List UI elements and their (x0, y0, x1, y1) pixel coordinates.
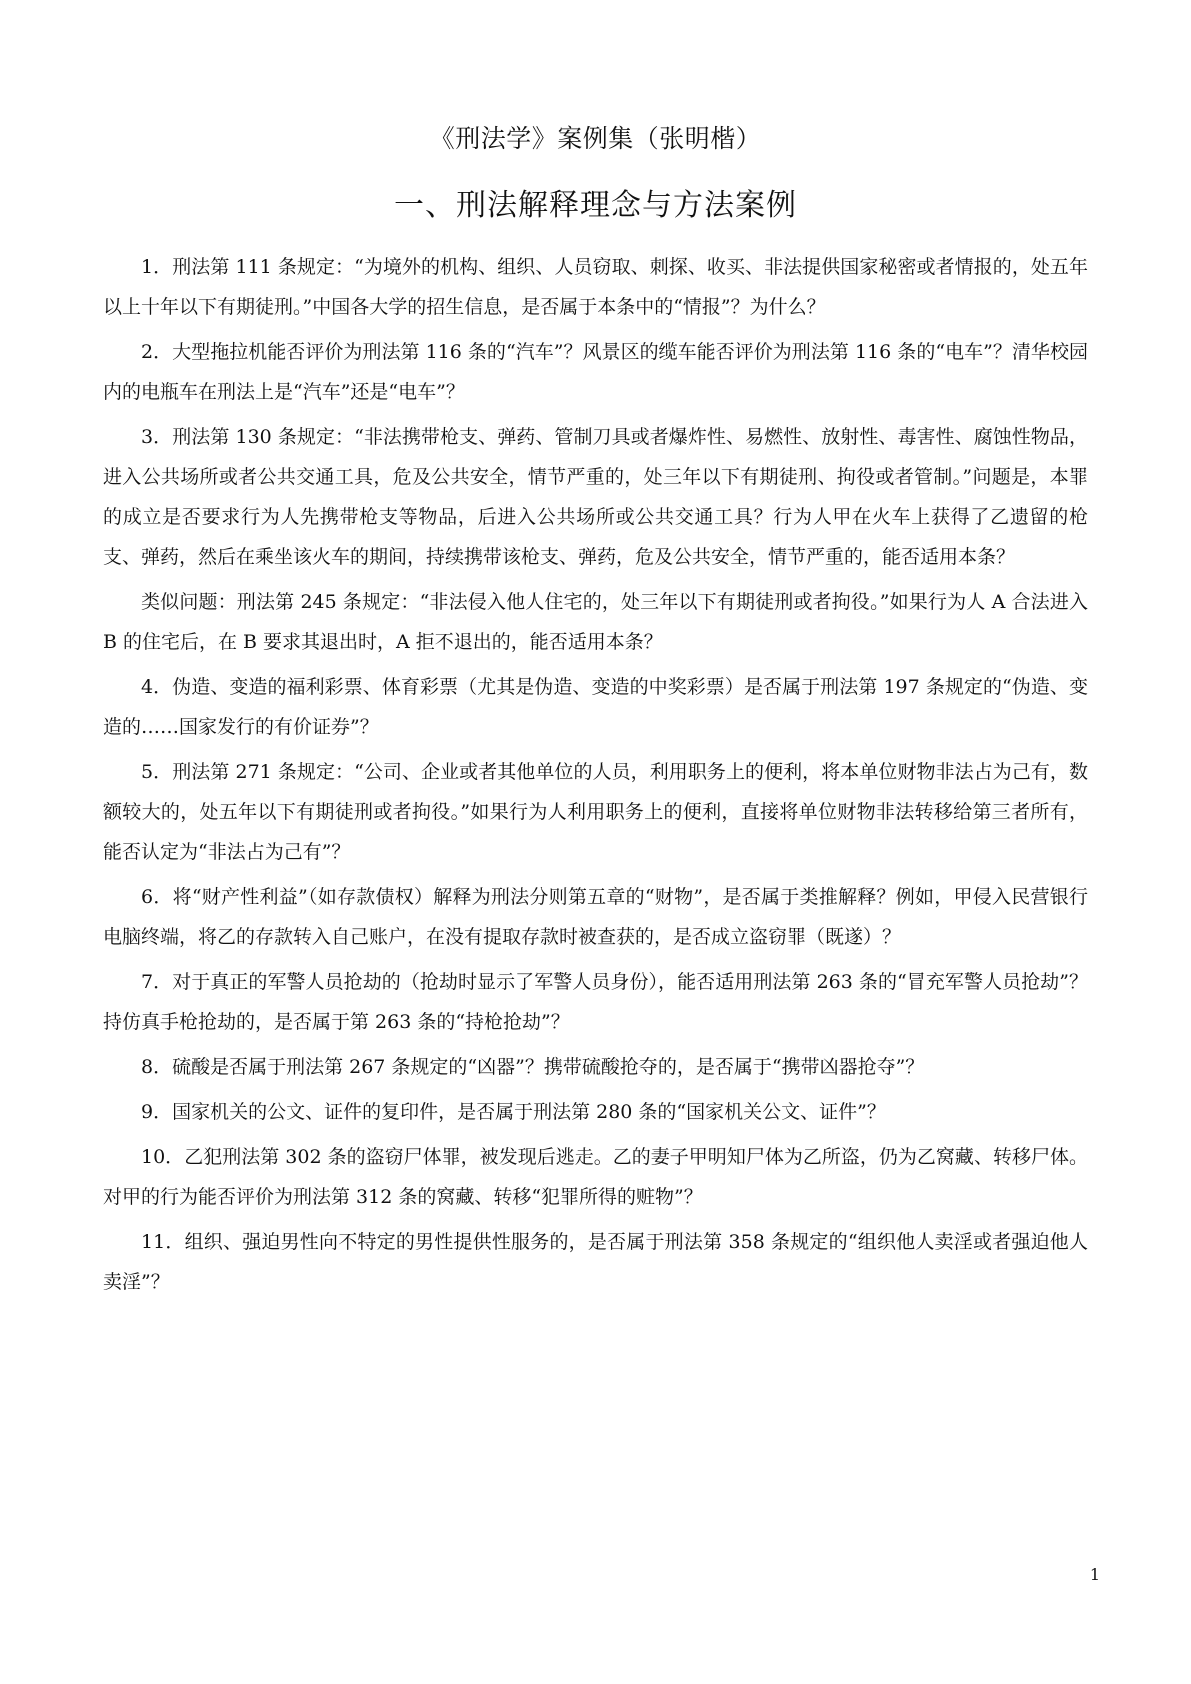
case-question-7: 7．对于真正的军警人员抢劫的（抢劫时显示了军警人员身份），能否适用刑法第 263 条的“冒充军警人员抢劫”？持仿真手枪抢劫的，是否属于第 263 条的“持枪抢劫”？ (103, 971, 1088, 1033)
case-question-3: 3．刑法第 130 条规定：“非法携带枪支、弹药、管制刀具或者爆炸性、易燃性、放射性、毒害性、腐蚀性物品，进入公共场所或者公共交通工具，危及公共安全，情节严重的，处三年以下有期徒刑、拘役或者管制。”问题是，本罪的成立是否要求行为人先携带枪支等物品，后进入公共场所或公共交通工具？行为人甲在火车上获得了乙遗留的枪支、弹药，然后在乘坐该火车的期间，持续携带该枪支、弹药，危及公共安全，情节严重的，能否适用本条？ (103, 426, 1088, 568)
case-question-4: 4．伪造、变造的福利彩票、体育彩票（尤其是伪造、变造的中奖彩票）是否属于刑法第 197 条规定的“伪造、变造的……国家发行的有价证券”？ (103, 676, 1088, 738)
case-question-10: 10．乙犯刑法第 302 条的盗窃尸体罪，被发现后逃走。乙的妻子甲明知尸体为乙所盗，仍为乙窝藏、转移尸体。对甲的行为能否评价为刑法第 312 条的窝藏、转移“犯罪所得的赃物”？ (103, 1146, 1088, 1208)
case-question-2: 2．大型拖拉机能否评价为刑法第 116 条的“汽车”？风景区的缆车能否评价为刑法第 116 条的“电车”？清华校园内的电瓶车在刑法上是“汽车”还是“电车”？ (103, 341, 1088, 403)
document-body (103, 247, 1088, 1307)
document-title: 《刑法学》案例集（张明楷） (429, 124, 762, 153)
case-question-5: 5．刑法第 271 条规定：“公司、企业或者其他单位的人员，利用职务上的便利，将本单位财物非法占为己有，数额较大的，处五年以下有期徒刑或者拘役。”如果行为人利用职务上的便利，直接将单位财物非法转移给第三者所有，能否认定为“非法占为己有”？ (103, 761, 1088, 863)
case-question-11: 11．组织、强迫男性向不特定的男性提供性服务的，是否属于刑法第 358 条规定的“组织他人卖淫或者强迫他人卖淫”？ (103, 1231, 1088, 1293)
case-question-9: 9．国家机关的公文、证件的复印件，是否属于刑法第 280 条的“国家机关公文、证件”？ (141, 1101, 886, 1123)
section-heading: 一、刑法解释理念与方法案例 (394, 188, 797, 223)
page-number: 1 (1089, 1565, 1100, 1584)
case-question-6: 6．将“财产性利益”（如存款债权）解释为刑法分则第五章的“财物”，是否属于类推解释？例如，甲侵入民营银行电脑终端，将乙的存款转入自己账户，在没有提取存款时被查获的，是否成立盗窃罪（既遂）？ (103, 886, 1088, 948)
case-question-8: 8．硫酸是否属于刑法第 267 条规定的“凶器”？携带硫酸抢夺的，是否属于“携带凶器抢夺”？ (141, 1056, 925, 1078)
case-question-1: 1．刑法第 111 条规定：“为境外的机构、组织、人员窃取、刺探、收买、非法提供国家秘密或者情报的，处五年以上十年以下有期徒刑。”中国各大学的招生信息，是否属于本条中的“情报”？为什么？ (103, 256, 1088, 318)
similar-question: 类似问题：刑法第 245 条规定：“非法侵入他人住宅的，处三年以下有期徒刑或者拘役。”如果行为人 A 合法进入 B 的住宅后，在 B 要求其退出时，A 拒不退出的，能否适用本条？ (103, 591, 1088, 653)
